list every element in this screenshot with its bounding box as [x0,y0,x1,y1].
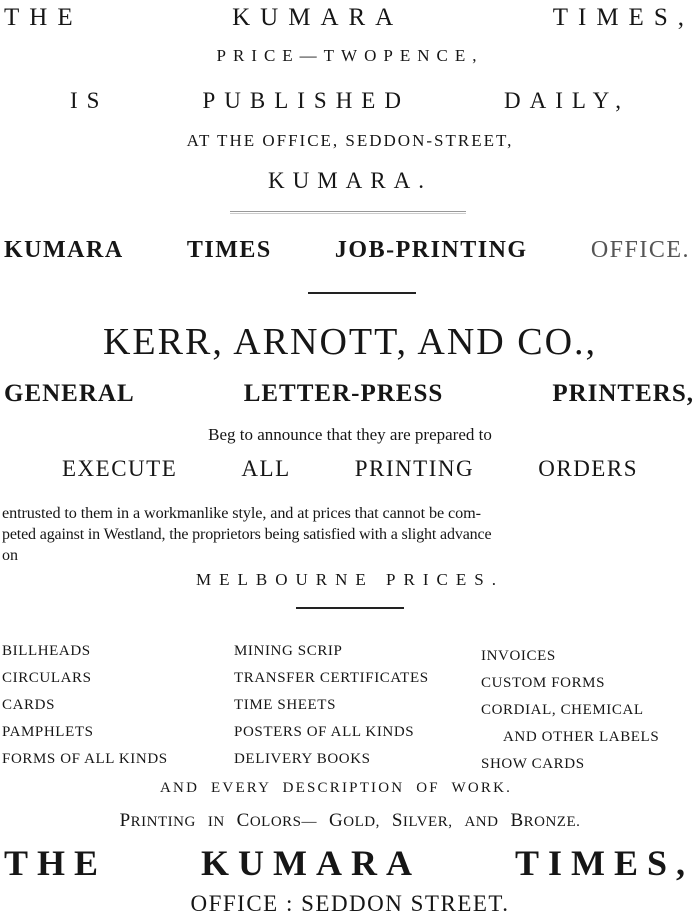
firm-name: KERR, ARNOTT, AND CO., [102,321,598,363]
service-item: CORDIAL, CHEMICAL [481,702,644,718]
service-item: DELIVERY BOOKS [234,751,371,767]
execute-word-execute: EXECUTE [62,456,178,481]
service-item: TRANSFER CERTIFICATES [234,670,429,686]
service-item: CIRCULARS [2,670,92,686]
melbourne-prices-line: MELBOURNE PRICES. [196,570,504,589]
footer-word-the: THE [4,843,108,883]
every-description-line: AND EVERY DESCRIPTION OF WORK. [160,780,513,796]
colors-word [236,810,318,831]
service-item: POSTERS OF ALL KINDS [234,724,415,740]
colors-word-initial: S [391,810,403,831]
job-word-kumara: KUMARA [4,237,124,263]
service-item: FORMS OF ALL KINDS [2,751,168,767]
footer-title [4,842,694,884]
colors-word-rest: OLORS— [249,814,318,830]
masthead-word-the: THE [4,4,83,31]
trade-word-printers: PRINTERS, [552,380,694,407]
colors-word [329,810,380,831]
colors-word-rest: IN [207,814,225,830]
service-item: PAMPHLETS [2,724,94,740]
job-word-office: OFFICE. [590,237,690,263]
published-word-is: IS [70,88,109,113]
masthead-divider [230,211,466,212]
service-item: INVOICES [481,648,556,664]
masthead-word-times: TIMES, [552,4,694,31]
job-office-heading [4,237,690,264]
colors-word-initial: B [510,810,524,831]
colors-word-initial: G [329,810,344,831]
services-column-3 [481,643,659,778]
trade-word-letter-press: LETTER-PRESS [243,380,444,407]
prices-divider [296,607,404,609]
services-column-2 [234,638,429,773]
price-line: PRICE—TWOPENCE, [216,46,484,65]
masthead-title [0,4,694,32]
execute-word-printing: PRINTING [354,456,475,481]
job-word-times: TIMES [186,237,272,263]
footer-word-times: TIMES, [514,843,694,883]
body-text-line-3: on [2,547,18,564]
colors-line-text [119,810,581,831]
colors-word-rest: OLD, [343,814,380,830]
colors-word-rest: RINTING [130,814,196,830]
service-item: BILLHEADS [2,643,91,659]
colors-word [510,810,581,831]
execute-word-all: ALL [241,456,291,481]
colors-word [208,813,225,830]
service-item: TIME SHEETS [234,697,337,713]
footer-word-kumara: KUMARA [201,843,421,883]
colors-word [119,810,196,831]
colors-word [391,810,453,831]
town-line: KUMARA. [268,168,432,193]
published-word-published: PUBLISHED [202,88,410,113]
footer-office-line: OFFICE : SEDDON STREET. [190,891,510,916]
execute-line [62,456,638,482]
service-item: CARDS [2,697,56,713]
colors-word [464,813,498,830]
colors-line [0,810,700,832]
colors-word-initial: P [119,810,131,831]
colors-word-rest: ILVER, [402,814,453,830]
services-column-1 [2,638,168,773]
service-item: SHOW CARDS [481,756,585,772]
announce-line: Beg to announce that they are prepared to [208,425,492,444]
body-text-line-1: entrusted to them in a workmanlike style, and at prices that cannot be com- [2,504,481,522]
job-office-divider [308,292,416,294]
body-text-line-2: peted against in Westland, the proprietors being satisfied with a slight advance [2,526,492,543]
masthead-word-kumara: KUMARA [232,4,404,31]
published-word-daily: DAILY, [503,88,630,113]
published-daily-line [70,88,630,114]
trade-line [4,380,694,408]
service-item: AND OTHER LABELS [503,729,660,745]
trade-word-general: GENERAL [4,380,135,407]
colors-word-rest: RONZE. [523,814,581,830]
service-item: MINING SCRIP [234,643,343,659]
office-address-line: AT THE OFFICE, SEDDON-STREET, [186,131,514,150]
execute-word-orders: ORDERS [538,456,638,481]
service-item: CUSTOM FORMS [481,675,606,691]
colors-word-rest: AND [464,814,499,830]
job-word-job-printing: JOB-PRINTING [334,237,528,263]
colors-word-initial: C [236,810,250,831]
